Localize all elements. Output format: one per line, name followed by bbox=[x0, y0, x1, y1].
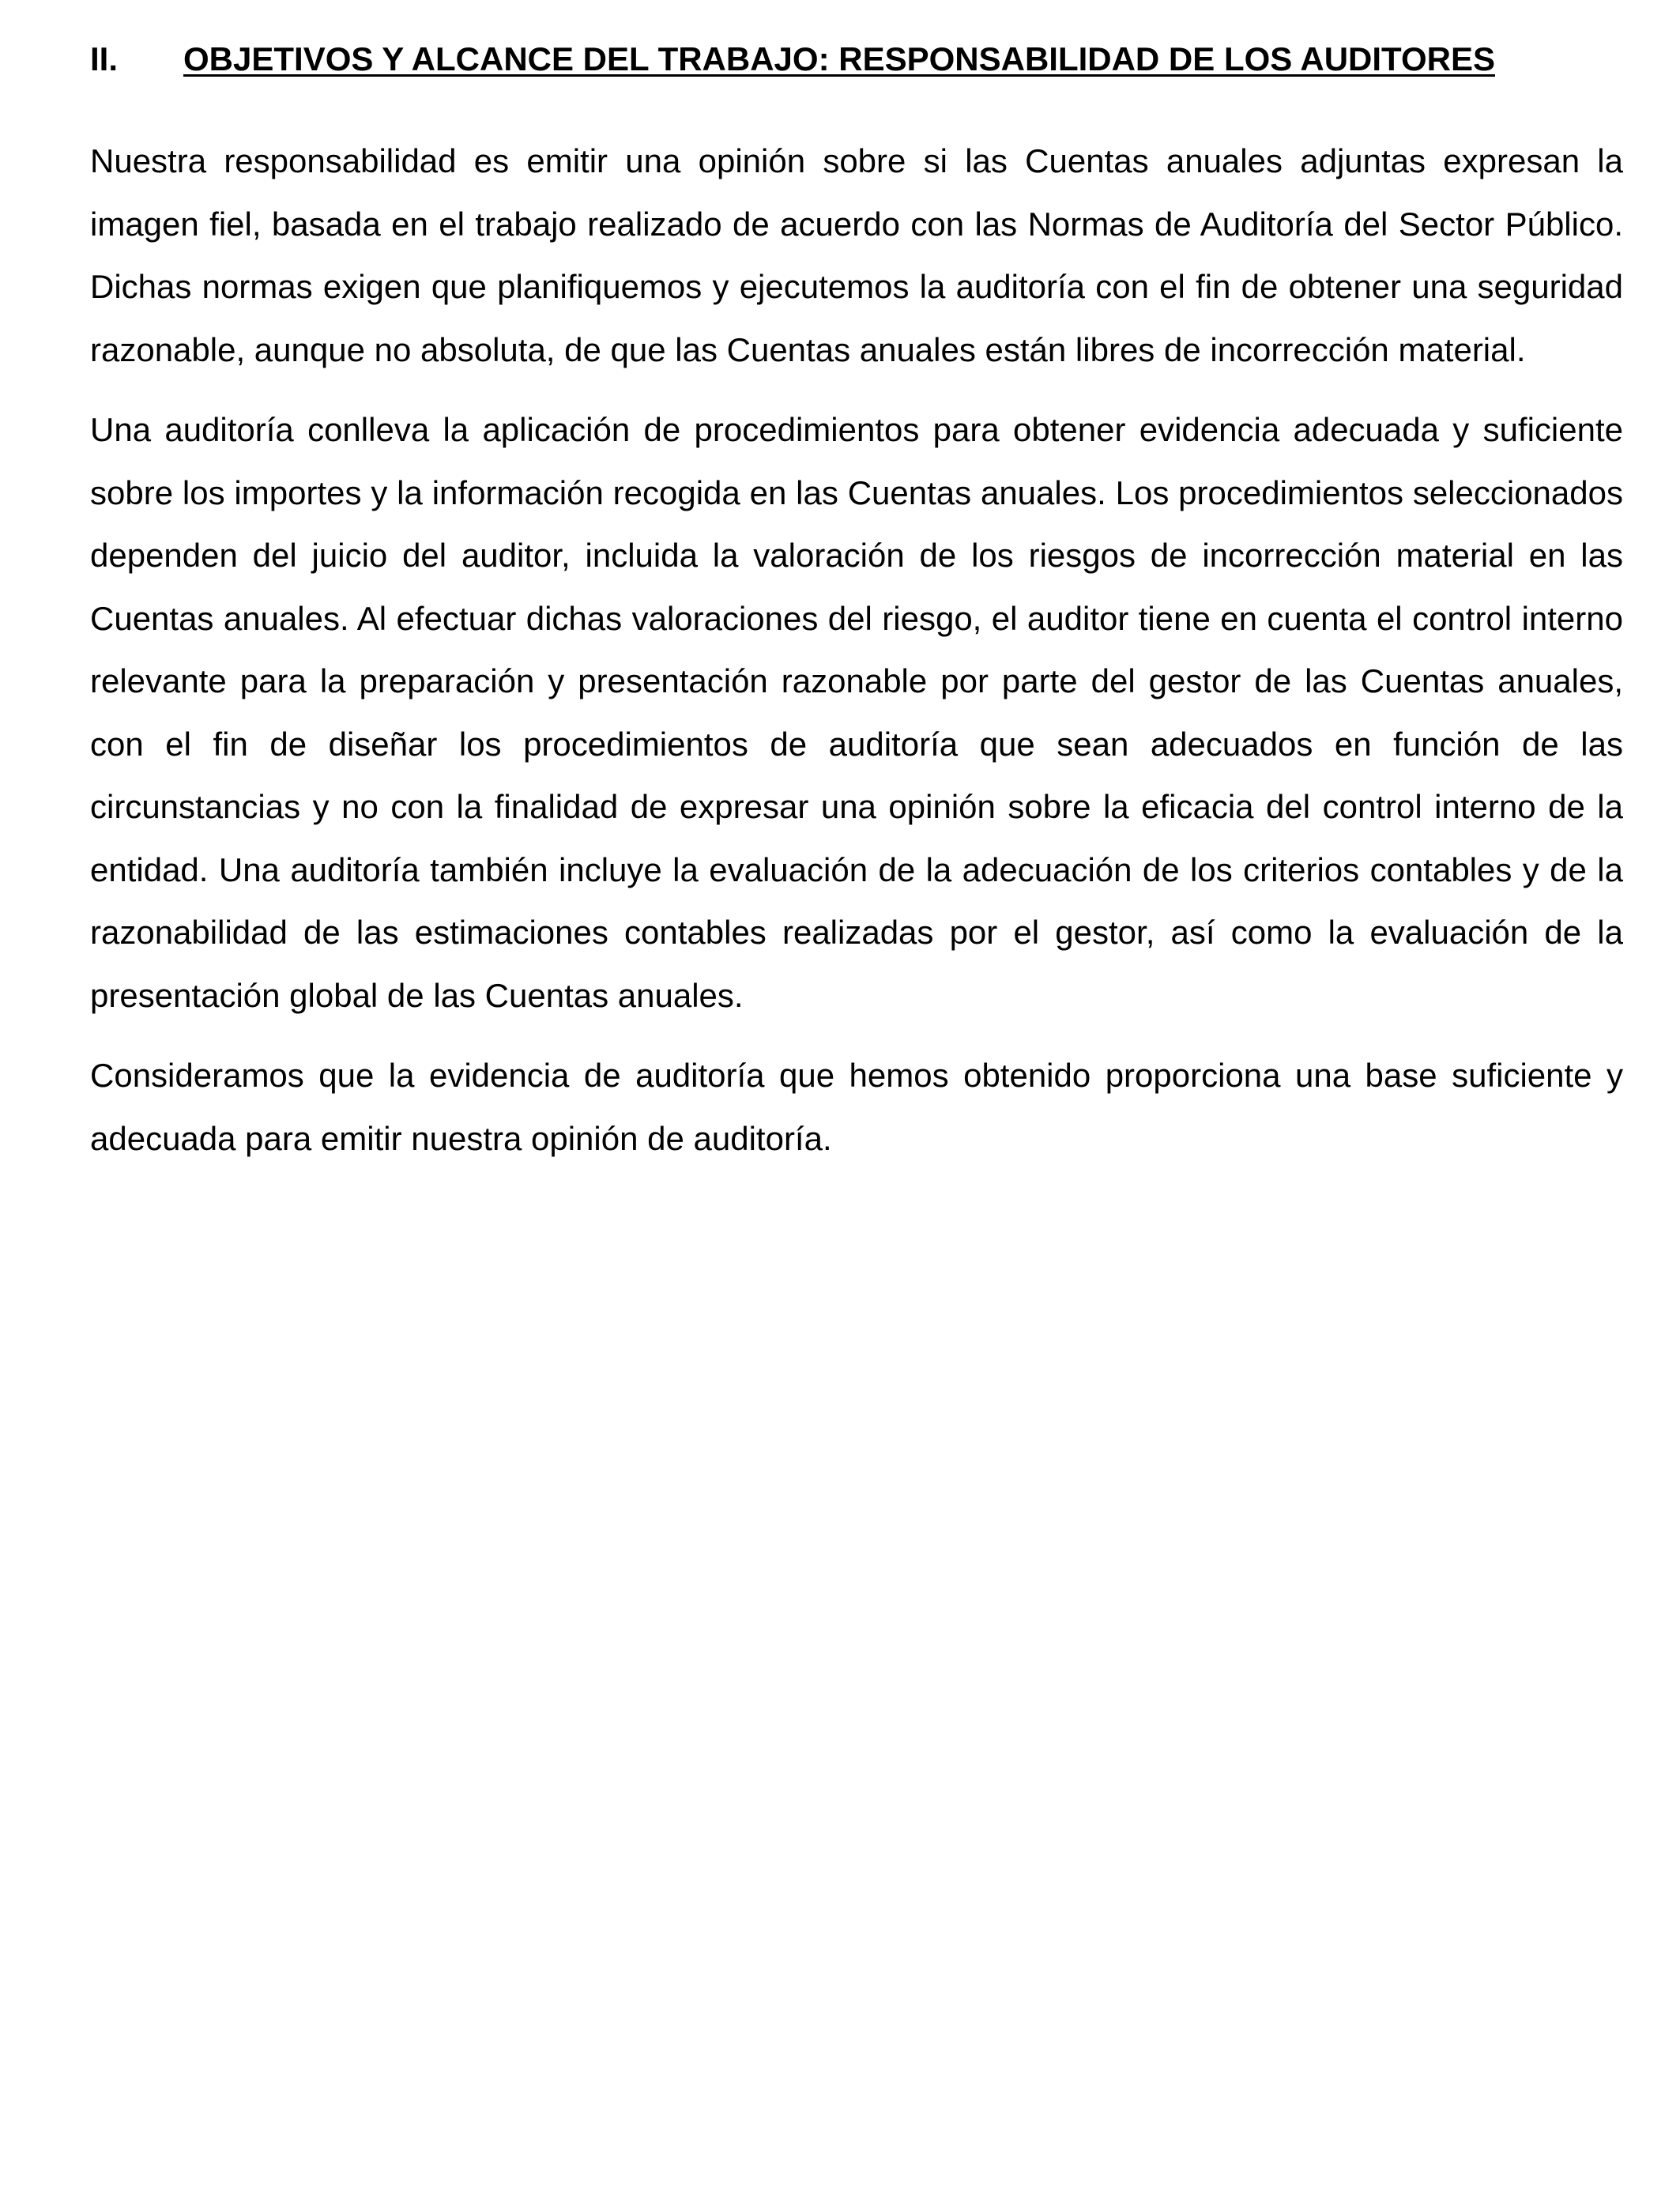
paragraph-audit-procedures: Una auditoría conlleva la aplicación de procedimientos para obtener evidencia adecuada y suficiente sobre los importes y la información recogida en las Cuentas anuales. Los procedimientos seleccionados dependen del juicio del auditor, incluida la valoración de los riesgos de incorrección material en las Cuentas anuales. Al efectuar dichas valoraciones del riesgo, el auditor tiene en cuenta el control interno relevante para la preparación y presentación razonable por parte del gestor de las Cuentas anuales, con el fin de diseñar los procedimientos de auditoría que sean adecuados en función de las circunstancias y no con la finalidad de expresar una opinión sobre la eficacia del control interno de la entidad. Una auditoría también incluye la evaluación de la adecuación de los criterios contables y de la razonabilidad de las estimaciones contables realizadas por el gestor, así como la evaluación de la presentación global de las Cuentas anuales. bbox=[90, 411, 1623, 1014]
section-heading bbox=[90, 36, 1623, 82]
section-number: II. bbox=[90, 40, 119, 77]
paragraph-responsibility: Nuestra responsabilidad es emitir una opinión sobre si las Cuentas anuales adjuntas expresan la imagen fiel, basada en el trabajo realizado de acuerdo con las Normas de Auditoría del Sector Público. Dichas normas exigen que planifiquemos y ejecutemos la auditoría con el fin de obtener una seguridad razonable, aunque no absoluta, de que las Cuentas anuales están libres de incorrección material. bbox=[90, 142, 1623, 368]
section-title: OBJETIVOS Y ALCANCE DEL TRABAJO: RESPONSABILIDAD DE LOS AUDITORES bbox=[183, 40, 1495, 77]
paragraph-evidence-conclusion: Consideramos que la evidencia de auditoría que hemos obtenido proporciona una base suficiente y adecuada para emitir nuestra opinión de auditoría. bbox=[90, 1057, 1623, 1157]
section-body bbox=[90, 130, 1623, 1187]
